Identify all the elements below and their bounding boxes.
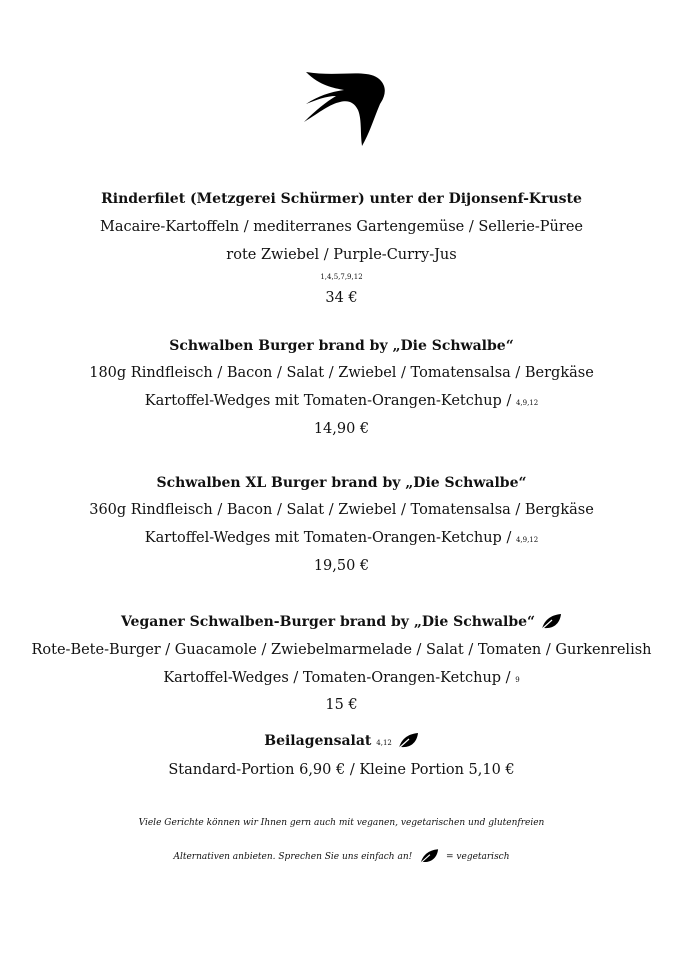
swallow-bird-icon [300, 70, 386, 150]
allergens: 9 [515, 676, 520, 684]
dish-description: Kartoffel-Wedges / Tomaten-Orangen-Ketchup / [163, 670, 511, 686]
dish-price: 14,90 € [313, 421, 370, 437]
dish-title-row [0, 732, 683, 750]
dish-description: Standard-Portion 6,90 € / Kleine Portion 5,10 € [168, 762, 515, 778]
legend-text: = vegetarisch [446, 852, 510, 862]
dish-price: 19,50 € [313, 558, 370, 574]
footer-note: Alternativen anbieten. Sprechen Sie uns einfach an! [173, 852, 413, 862]
allergens: 1,4,5,7,9,12 [320, 273, 363, 281]
dish-title: Rinderfilet (Metzgerei Schürmer) unter der Dijonsenf-Kruste [101, 191, 582, 207]
dish-description: Rote-Bete-Burger / Guacamole / Zwiebelmarmelade / Salat / Tomaten / Gurkenrelish [31, 642, 652, 658]
dish-title: Schwalben XL Burger brand by „Die Schwalbe“ [156, 475, 527, 491]
leaf-icon [397, 732, 419, 750]
dish-description: rote Zwiebel / Purple-Curry-Jus [226, 247, 457, 263]
dish-description-row [0, 530, 683, 546]
leaf-icon [419, 848, 439, 865]
allergens: 4,12 [376, 739, 392, 747]
dish-price: 15 € [325, 697, 358, 713]
footer-note-row [0, 848, 683, 865]
dish-title: Schwalben Burger brand by „Die Schwalbe“ [169, 338, 514, 354]
dish-description: Kartoffel-Wedges mit Tomaten-Orangen-Ketchup / [144, 393, 512, 409]
dish-description-row [0, 670, 683, 686]
dish-title-row [0, 613, 683, 631]
allergens: 4,9,12 [515, 399, 539, 407]
dish-description-row [0, 393, 683, 409]
allergens: 4,9,12 [515, 536, 539, 544]
dish-title: Beilagensalat [264, 733, 372, 749]
dish-description: 360g Rindfleisch / Bacon / Salat / Zwiebel / Tomatensalsa / Bergkäse [89, 502, 594, 518]
dish-price: 34 € [325, 290, 358, 306]
leaf-icon [540, 613, 562, 631]
dish-description: Kartoffel-Wedges mit Tomaten-Orangen-Ketchup / [144, 530, 512, 546]
dish-title: Veganer Schwalben-Burger brand by „Die Schwalbe“ [120, 614, 536, 630]
dish-description: 180g Rindfleisch / Bacon / Salat / Zwiebel / Tomatensalsa / Bergkäse [89, 365, 594, 381]
dish-description: Macaire-Kartoffeln / mediterranes Gartengemüse / Sellerie-Püree [100, 219, 583, 235]
footer-note: Viele Gerichte können wir Ihnen gern auch mit veganen, vegetarischen und glutenfreien [138, 818, 545, 828]
